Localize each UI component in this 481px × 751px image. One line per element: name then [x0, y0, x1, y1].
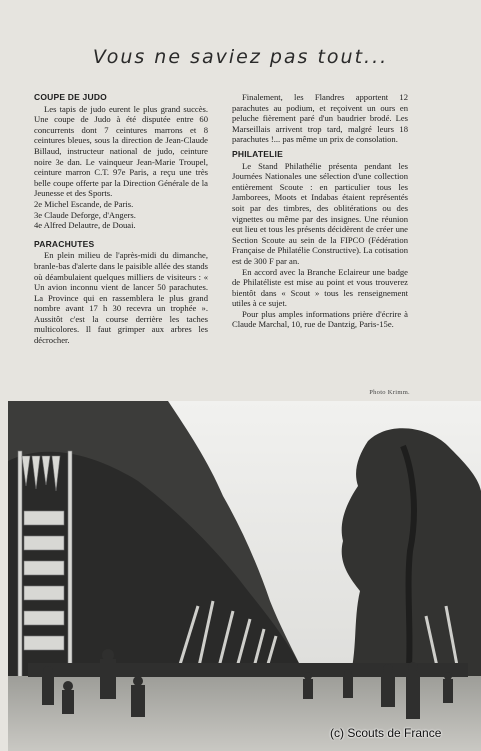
- parachutes-heading: PARACHUTES: [34, 238, 95, 249]
- judo-result-3: 3e Claude Deforge, d'Angers.: [34, 209, 136, 220]
- left-column: [34, 92, 208, 346]
- judo-heading: COUPE DE JUDO: [34, 92, 107, 102]
- event-photo: [8, 401, 481, 751]
- philatelie-heading: PHILATELIE: [232, 148, 283, 159]
- philatelie-paragraph-2: En accord avec la Branche Eclaireur une badge de Philatéliste est mise au point et vous trouverez bientôt dans « Scout » tous les renseignement utiles à ce sujet.: [232, 266, 408, 309]
- parachutes-paragraph: En plein milieu de l'après-midi du dimanche, branle-bas d'alerte dans le paisible allée des stands où déambulaient quelques milliers de visiteurs : « Un avion inconnu vient de lancer 50 parachutes. La Province qui en rassemblera le plus grand nombre avant 17 h 30 recevra un trophée ». Aussitôt c'est la course derrière les taches multicolores. Il faut grimper aux arbres les décrocher.: [34, 250, 208, 346]
- philatelie-paragraph-1: Le Stand Philathélie présenta pendant les Journées Nationales une sélection d'une collection entièrement Scoute : en particulier tous les Jamborees, Moots et Indabas étaient représentés soit par des timbres, des oblitérations ou des vignettes ou même par des insignes. Une réunion eut lieu et tous les présents décidèrent de créer une Section Scoute au sein de la FIPCO (Fédération Française de Philatélie Constructive). La cotisation est de 300 F par an.: [232, 160, 408, 266]
- philatelie-paragraph-3: Pour plus amples informations prière d'écrire à Claude Marchal, 10, rue de Dantzig, Paris-15e.: [232, 308, 408, 330]
- judo-result-2: 2e Michel Escande, de Paris.: [34, 198, 134, 209]
- copyright-watermark: (c) Scouts de France: [330, 726, 442, 740]
- judo-paragraph: Les tapis de judo eurent le plus grand succès. Une coupe de Judo à été disputée entre 60 concurrents dont 7 ceintures marrons et 8 ceintures bleues, sous la direction de Jean-Claude Billaud, instructeur national de judo, ceinture noire 3e dan. Le vainqueur Jean-Marie Troupel, ceinture marron C.T. 97e Paris, a reçu une très belle coupe offerte par la Direction Générale de la Jeunesse et des Sports.: [34, 103, 208, 199]
- parachutes-finale-paragraph: Finalement, les Flandres apportent 12 parachutes au podium, et reçoivent un ours en peluche fièrement paré d'un baudrier brodé. Les Marseillais arrivent trop tard, malgré leurs 18 parachutes !... pas même un prix de consolation.: [232, 92, 408, 145]
- judo-result-4: 4e Alfred Delautre, de Douai.: [34, 220, 136, 231]
- right-column: [232, 92, 408, 330]
- photo-credit: Photo Krimm.: [369, 389, 410, 396]
- page-title: Vous ne saviez pas tout...: [92, 46, 389, 68]
